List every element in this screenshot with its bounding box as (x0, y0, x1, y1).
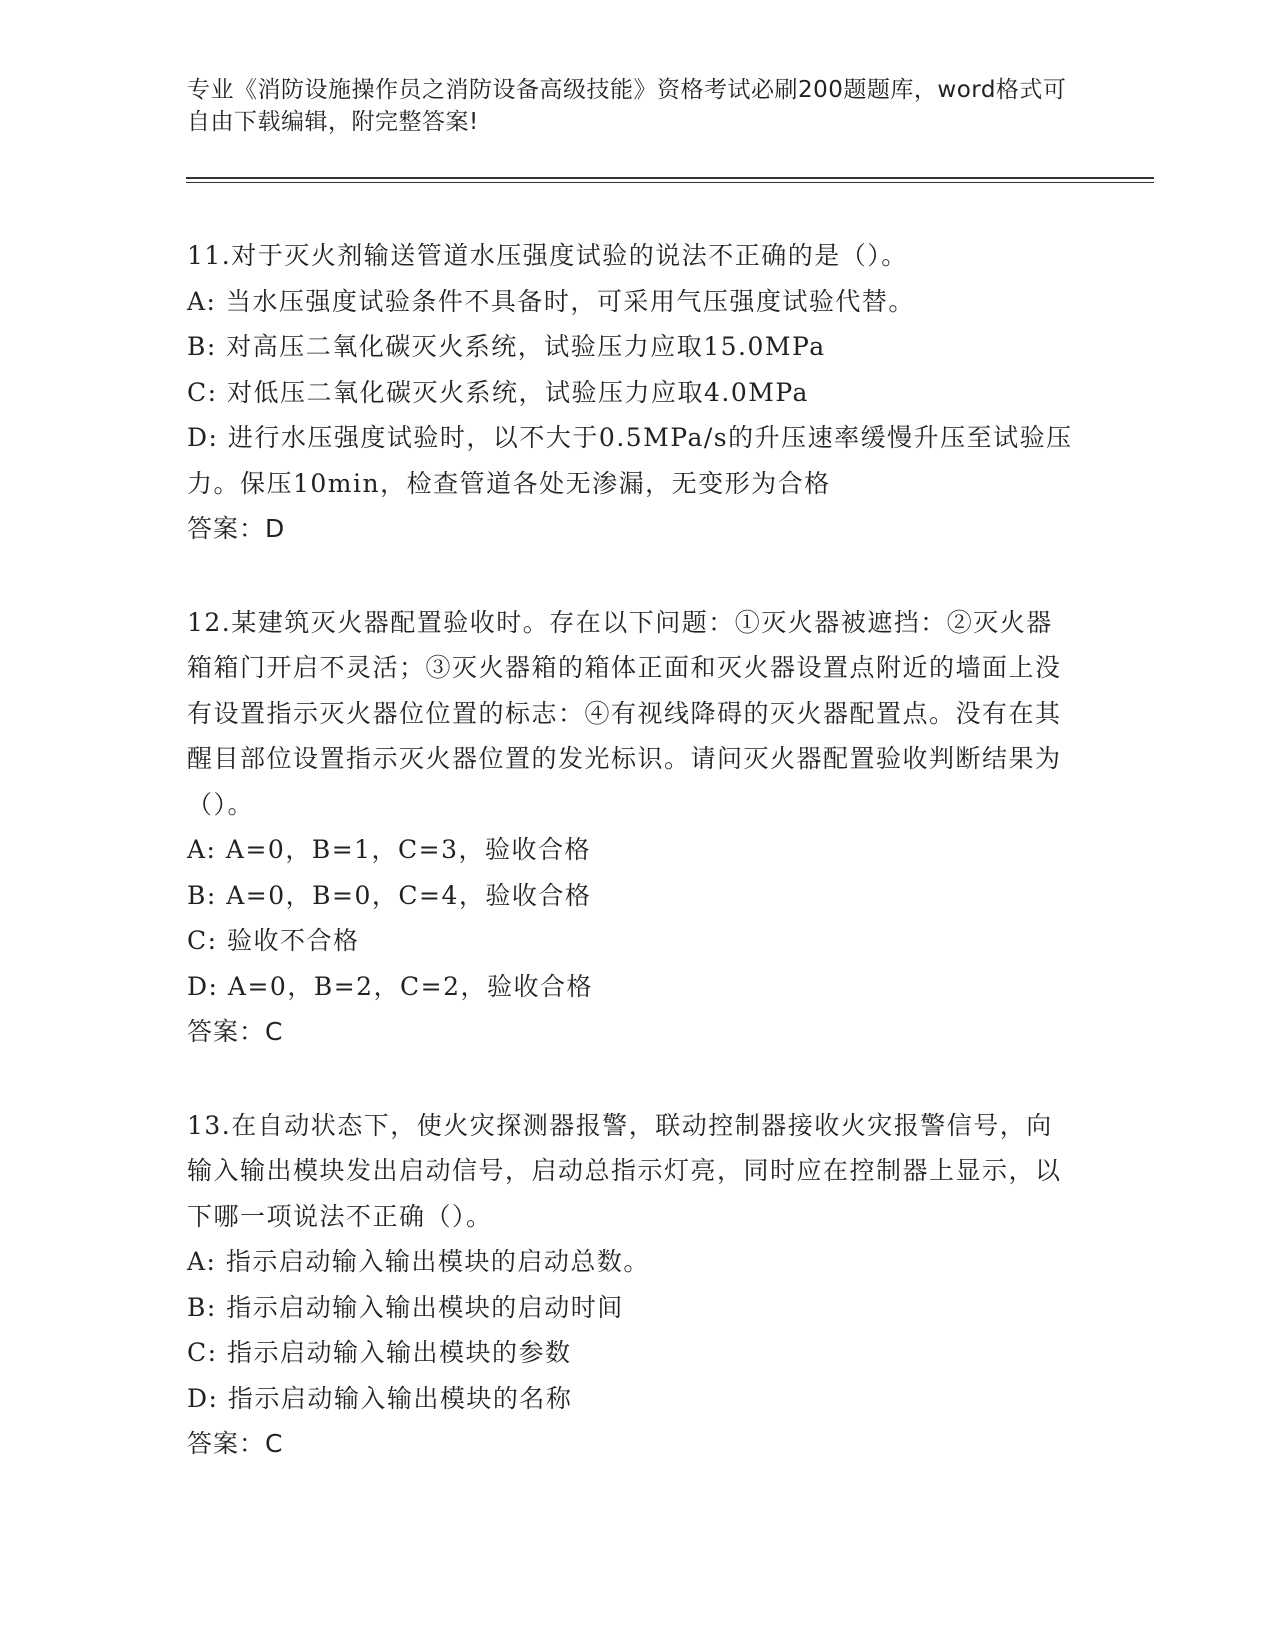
question-list (187, 233, 1077, 1515)
option-a: A: A=0，B=1，C=3，验收合格 (187, 835, 592, 864)
option-d: D: 指示启动输入输出模块的名称 (187, 1383, 573, 1413)
option-d: D: A=0，B=2，C=2，验收合格 (187, 971, 594, 1001)
answer-label: 答案：C (187, 1429, 284, 1458)
question-stem: 13.在自动状态下，使火灾探测器报警，联动控制器接收火灾报警信号，向输入输出模块发出启动信号，启动总指示灯亮，同时应在控制器上显示，以下哪一项说法不正确（）。 (187, 1110, 1062, 1231)
question-11 (187, 233, 1077, 552)
question-stem: 11.对于灭火剂输送管道水压强度试验的说法不正确的是（）。 (187, 241, 908, 270)
option-b: B: 指示启动输入输出模块的启动时间 (187, 1292, 624, 1322)
question-12 (187, 600, 1077, 1055)
option-c: C: 对低压二氧化碳灭火系统，试验压力应取4.0MPa (187, 377, 809, 407)
option-c: C: 验收不合格 (187, 926, 360, 955)
option-a: A: 指示启动输入输出模块的启动总数。 (187, 1247, 650, 1276)
option-b: B: A=0，B=0，C=4，验收合格 (187, 880, 592, 910)
option-a: A: 当水压强度试验条件不具备时，可采用气压强度试验代替。 (187, 286, 915, 316)
header-divider-thick (186, 177, 1154, 179)
document-header: 专业《消防设施操作员之消防设备高级技能》资格考试必刷200题题库，word格式可自由下载编辑，附完整答案! (187, 77, 1067, 135)
answer-label: 答案：D (187, 514, 286, 543)
question-stem: 12.某建筑灭火器配置验收时。存在以下问题：①灭火器被遮挡：②灭火器箱箱门开启不灵活；③灭火器箱的箱体正面和灭火器设置点附近的墙面上没有设置指示灭火器位位置的标志：④有视线降碍的灭火器配置点。没有在其醒目部位设置指示灭火器位置的发光标识。请问灭火器配置验收判断结果为（）。 (187, 607, 1062, 819)
option-c: C: 指示启动输入输出模块的参数 (187, 1338, 572, 1367)
header-divider-thin (186, 182, 1154, 183)
option-d: D: 进行水压强度试验时，以不大于0.5MPa/s的升压速率缓慢升压至试验压力。保压10min，检查管道各处无渗漏，无变形为合格 (187, 423, 1073, 498)
answer-label: 答案：C (187, 1017, 284, 1046)
option-b: B: 对高压二氧化碳灭火系统，试验压力应取15.0MPa (187, 332, 826, 361)
question-13 (187, 1103, 1077, 1467)
